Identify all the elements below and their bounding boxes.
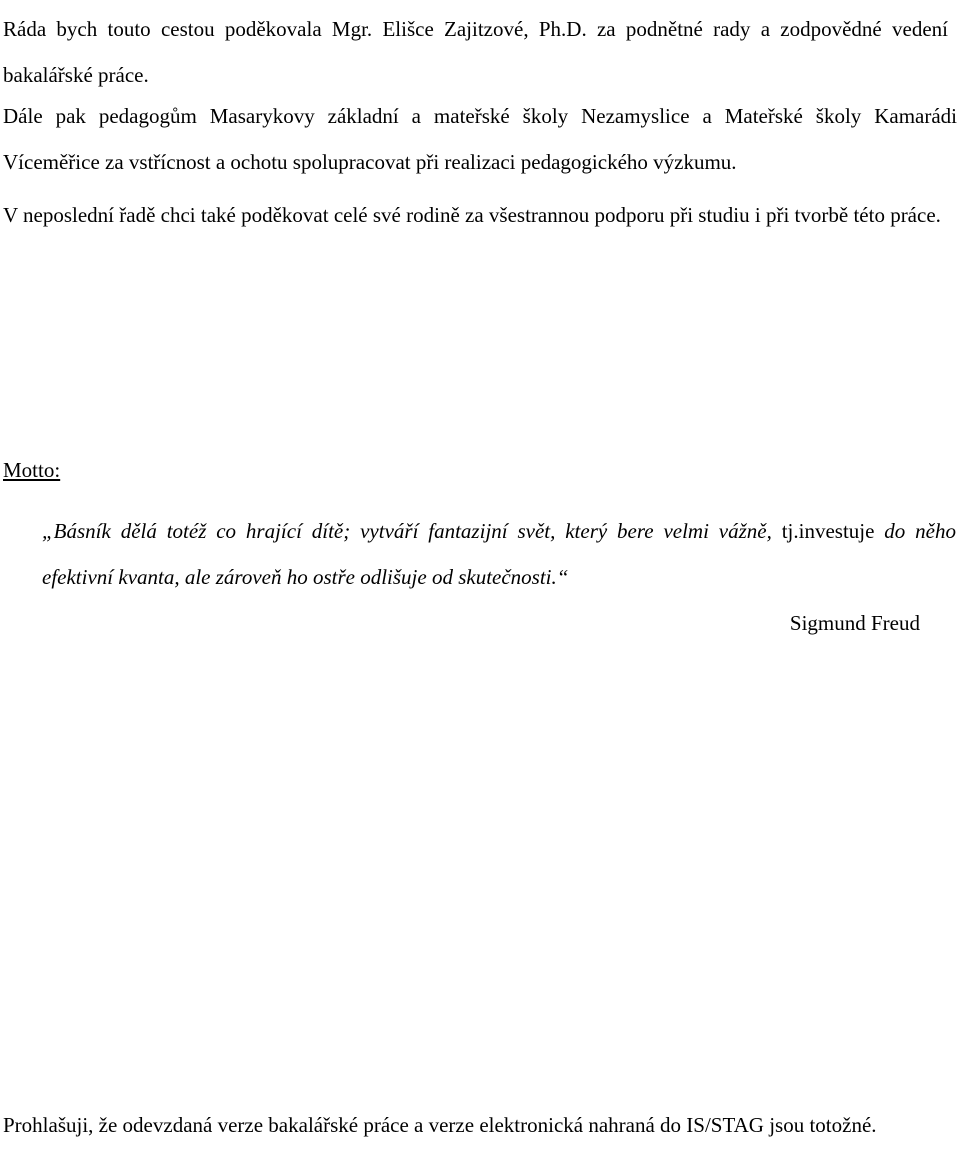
motto-quote-part-1: „Básník dělá totéž co hrající dítě; vytváří fantazijní svět, který bere velmi vážně, [42,519,782,543]
declaration-statement: Prohlašuji, že odevzdaná verze bakalářské práce a verze elektronická nahraná do IS/STAG jsou totožné. [3,1113,877,1137]
motto-quote-part-3: do něho efektivní kvanta, ale zároveň ho ostře odlišuje od skutečnosti.“ [42,519,956,589]
motto-quote-part-2: tj.investuje [781,519,875,543]
motto-author: Sigmund Freud [789,611,920,635]
motto-label: Motto: [3,458,61,482]
acknowledgement-schools: Dále pak pedagogům Masarykovy základní a mateřské školy Nezamyslice a Mateřské školy Kamarádi Víceměřice za vstřícnost a ochotu spolupracovat při realizaci pedagogického výzkumu. [3,104,957,174]
acknowledgement-supervisor: Ráda bych touto cestou poděkovala Mgr. Elišce Zajitzové, Ph.D. za podnětné rady a zodpovědné vedení bakalářské práce. [3,17,948,87]
acknowledgement-family: V neposlední řadě chci také poděkovat celé své rodině za všestrannou podporu při studiu i při tvorbě této práce. [3,203,941,227]
motto-quote [42,508,956,600]
